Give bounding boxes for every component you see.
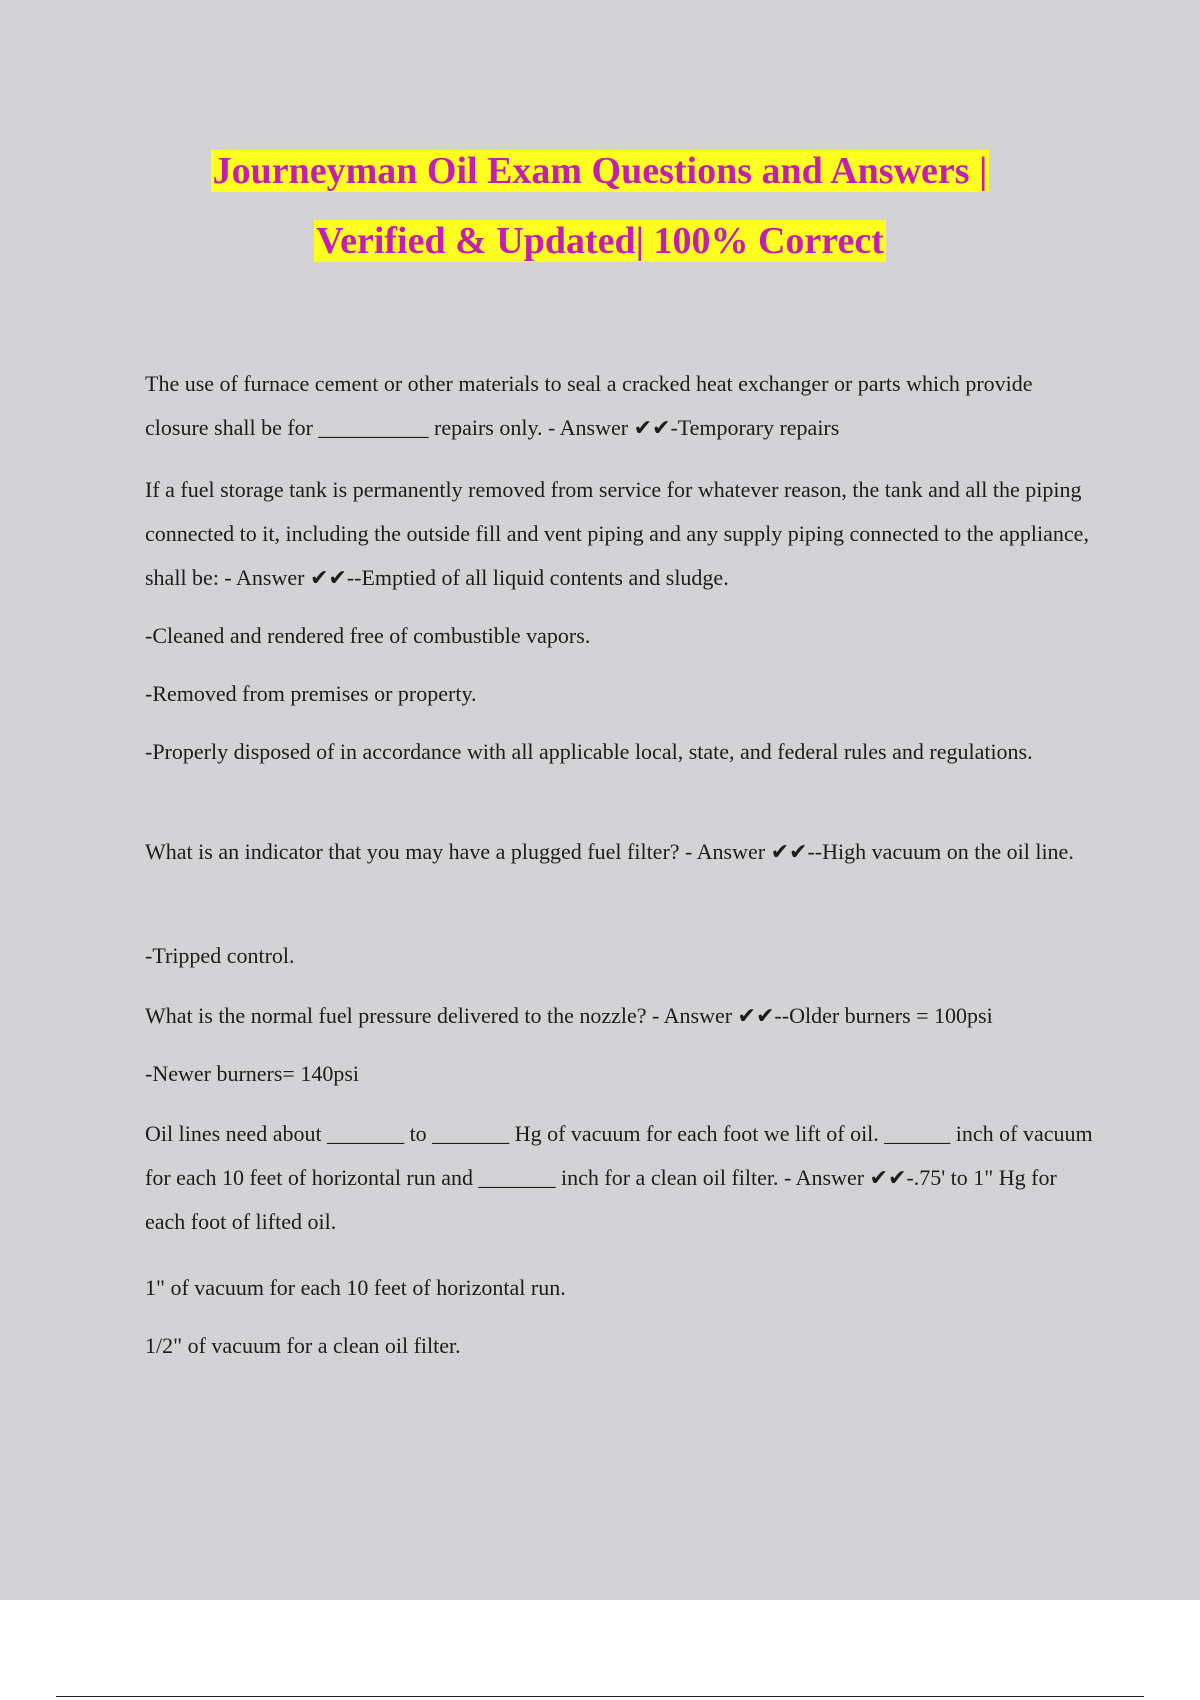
paragraph: -Properly disposed of in accordance with all applicable local, state, and federal rules and regulations. xyxy=(145,739,1033,764)
paragraph: Oil lines need about _______ to _______ Hg of vacuum for each foot we lift of oil. ______ inch of vacuum for each 10 feet of horizontal run and _______ inch for a clean oil filter. - Answer ✔✔-.75' to 1" Hg for each foot of lifted oil. xyxy=(145,1121,1093,1234)
page-bottom-margin xyxy=(0,1600,1200,1700)
paragraph: What is an indicator that you may have a plugged fuel filter? - Answer ✔✔--High vacuum on the oil line. xyxy=(145,839,1074,864)
paragraph: What is the normal fuel pressure delivered to the nozzle? - Answer ✔✔--Older burners = 100psi xyxy=(145,1003,993,1028)
paragraph: 1" of vacuum for each 10 feet of horizontal run. xyxy=(145,1275,566,1300)
title-line-2 xyxy=(0,206,1200,276)
paragraph: If a fuel storage tank is permanently removed from service for whatever reason, the tank and all the piping connected to it, including the outside fill and vent piping and any supply piping connected to the appliance, shall be: - Answer ✔✔--Emptied of all liquid contents and sludge. xyxy=(145,477,1089,590)
title-text-2: Verified & Updated| 100% Correct xyxy=(316,220,884,262)
paragraph: The use of furnace cement or other materials to seal a cracked heat exchanger or parts which provide closure shall be for __________ repairs only. - Answer ✔✔-Temporary repairs xyxy=(145,371,1033,440)
paragraph: -Cleaned and rendered free of combustible vapors. xyxy=(145,623,591,648)
paragraph: 1/2" of vacuum for a clean oil filter. xyxy=(145,1333,461,1358)
title-text-1: Journeyman Oil Exam Questions and Answers | xyxy=(212,150,988,192)
paragraph: -Newer burners= 140psi xyxy=(145,1061,360,1086)
title-line-1 xyxy=(0,136,1200,206)
bottom-divider xyxy=(56,1696,1144,1697)
paragraph: -Removed from premises or property. xyxy=(145,681,477,706)
paragraph: -Tripped control. xyxy=(145,943,295,968)
document-title xyxy=(0,136,1200,276)
